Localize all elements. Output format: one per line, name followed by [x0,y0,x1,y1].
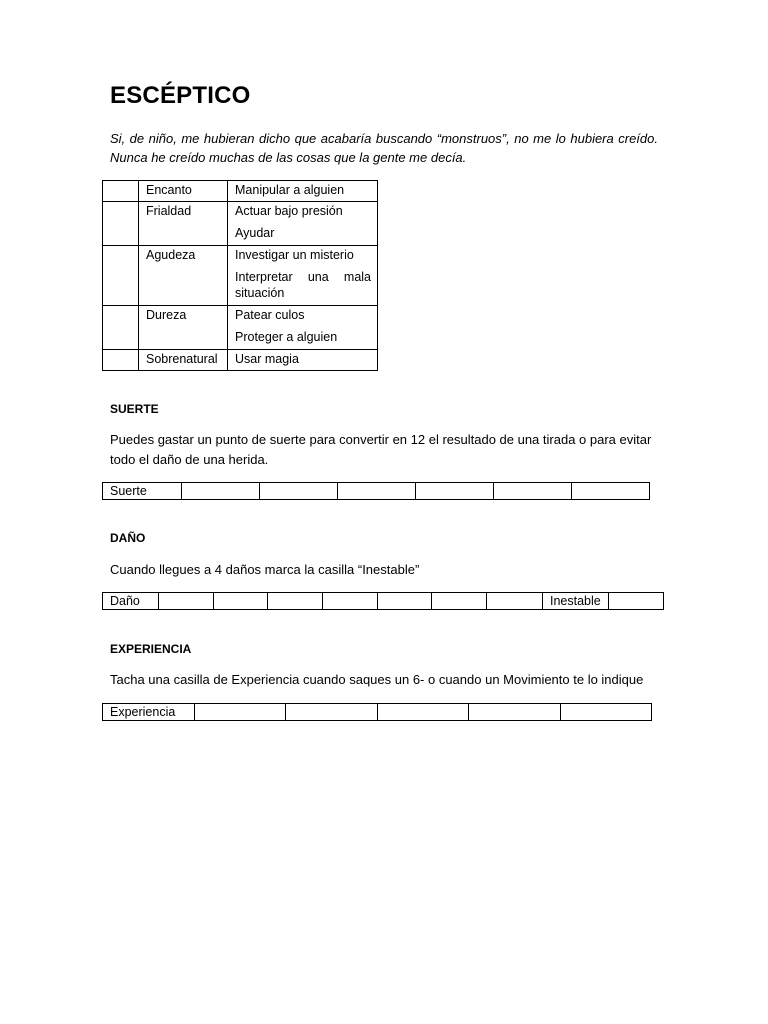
harm-track-label: Daño [103,593,159,610]
harm-heading: DAÑO [110,531,146,545]
stat-name: Agudeza [139,246,228,306]
experience-box[interactable] [561,704,652,721]
stat-name: Dureza [139,306,228,350]
move-item: Manipular a alguien [235,183,345,197]
experience-box[interactable] [469,704,561,721]
move-item: Patear culos [235,308,305,322]
stats-table [102,180,378,371]
harm-box[interactable] [432,593,487,610]
move-item: Interpretar una mala situación [235,270,371,300]
stat-row-sobrenatural [103,350,378,371]
harm-text: Cuando llegues a 4 daños marca la casilla “Inestable” [110,562,420,577]
stat-row-dureza [103,306,378,350]
experience-heading: EXPERIENCIA [110,642,192,656]
harm-box[interactable] [323,593,378,610]
stat-row-frialdad [103,202,378,246]
stat-moves [228,306,378,350]
luck-track [102,482,650,500]
stat-value-box[interactable] [103,202,139,246]
stat-moves [228,350,378,371]
stat-name: Encanto [139,181,228,202]
stat-name: Frialdad [139,202,228,246]
harm-box[interactable] [214,593,268,610]
move-item: Proteger a alguien [235,330,338,344]
harm-unstable-label: Inestable [543,593,609,610]
page-title: ESCÉPTICO [110,82,251,109]
stat-value-box[interactable] [103,246,139,306]
luck-text: Puedes gastar un punto de suerte para convertir en 12 el resultado de una tirada o para evitar todo el daño de una herida. [110,432,652,467]
stat-value-box[interactable] [103,181,139,202]
move-item: Actuar bajo presión [235,204,343,218]
luck-box[interactable] [182,483,260,500]
experience-track-label: Experiencia [103,704,195,721]
move-item: Investigar un misterio [235,248,354,262]
experience-box[interactable] [378,704,469,721]
stat-name: Sobrenatural [139,350,228,371]
intro-text: Si, de niño, me hubieran dicho que acabaría buscando “monstruos”, no me lo hubiera creído. Nunca he creído muchas de las cosas que la gente me decía. [110,131,658,165]
harm-box[interactable] [268,593,323,610]
luck-box[interactable] [416,483,494,500]
stat-row-encanto [103,181,378,202]
experience-text: Tacha una casilla de Experiencia cuando saques un 6- o cuando un Movimiento te lo indique [110,672,644,687]
experience-box[interactable] [286,704,378,721]
stat-row-agudeza [103,246,378,306]
stat-value-box[interactable] [103,350,139,371]
harm-track [102,592,664,610]
move-item: Ayudar [235,226,275,240]
harm-unstable-box[interactable] [609,593,664,610]
luck-heading: SUERTE [110,402,159,416]
stat-moves [228,246,378,306]
luck-track-label: Suerte [103,483,182,500]
move-item: Usar magia [235,352,299,366]
harm-box[interactable] [159,593,214,610]
experience-track [102,703,652,721]
luck-box[interactable] [494,483,572,500]
experience-box[interactable] [195,704,286,721]
luck-box[interactable] [572,483,650,500]
luck-box[interactable] [260,483,338,500]
harm-box[interactable] [487,593,543,610]
stat-value-box[interactable] [103,306,139,350]
stat-moves [228,181,378,202]
harm-box[interactable] [378,593,432,610]
luck-box[interactable] [338,483,416,500]
stat-moves [228,202,378,246]
